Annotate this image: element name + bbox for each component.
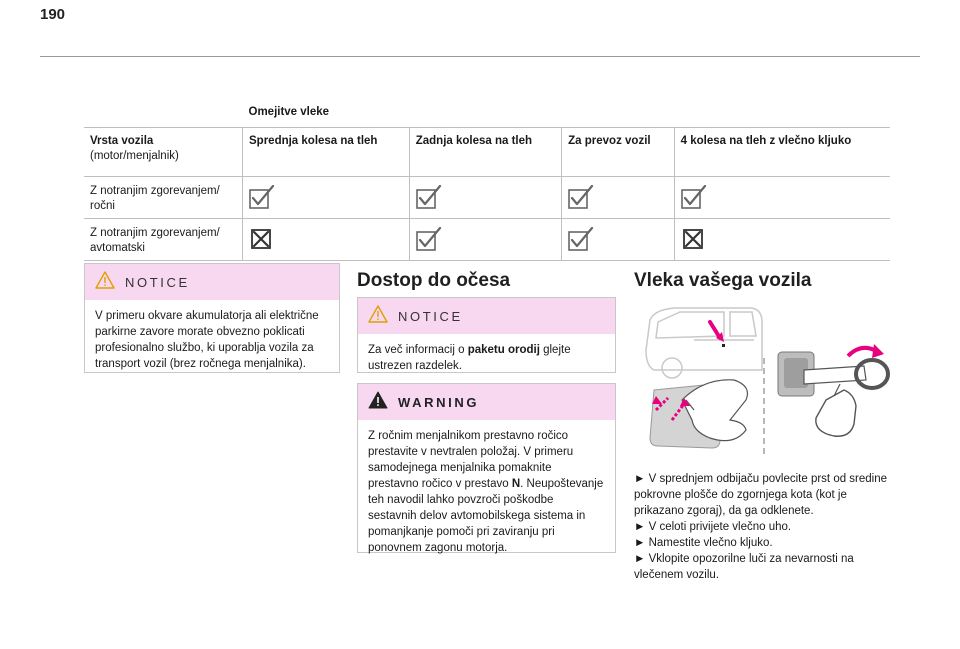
text-run: . Neupoštevanje teh navodil lahko povzroči poškodbe sestavnih delov avtomobilskega sistema in pomanjkanje pomoči pri zaviranju pri ponovnem zagonu motorja.	[368, 478, 604, 554]
hand-cover-illustration	[650, 380, 748, 448]
warning-outline-icon	[368, 305, 388, 328]
list-item: ► V sprednjem odbijaču povlecite prst od sredine pokrovne plošče do zgornjega kota (kot je prikazano zgoraj), da ga odklenete.	[634, 473, 888, 517]
text-run: Z ročnim menjalnikom prestavno ročico prestavite v nevtralen položaj. V primeru samodejnega menjalnika pomaknite prestavno ročico v prestavo	[368, 430, 574, 490]
table-row	[84, 177, 890, 219]
check-allowed-icon	[568, 227, 667, 251]
tow-eye-illustration	[778, 344, 888, 436]
notice-title: NOTICE	[125, 274, 190, 290]
warning-title: WARNING	[398, 394, 480, 410]
table-row	[84, 219, 890, 261]
cell-icon	[674, 219, 890, 261]
notice-text	[358, 334, 615, 382]
column-header-front-wheels: Sprednja kolesa na tleh	[243, 128, 410, 177]
warning-header	[358, 384, 615, 420]
check-allowed-icon	[681, 185, 884, 209]
check-allowed-icon	[416, 227, 555, 251]
header-rule	[40, 56, 920, 57]
table-corner	[84, 105, 243, 128]
list-item: ► V celoti privijete vlečno uho.	[634, 521, 792, 533]
towing-illustration	[634, 300, 890, 460]
text-run: Za več informacij o	[368, 344, 468, 356]
list-item: ► Namestite vlečno kljuko.	[634, 537, 773, 549]
notice-text: V primeru okvare akumulatorja ali električne parkirne zavore morate obvezno poklicati profesionalno službo, ki uporablja vozila za transport vozil (brez ročnega menjalnika).	[95, 310, 319, 370]
warning-filled-icon	[368, 391, 388, 414]
check-allowed-icon	[568, 185, 667, 209]
text-run-bold: paketu orodij	[467, 344, 540, 356]
cell-icon	[409, 177, 561, 219]
page-number: 190	[40, 6, 66, 23]
cell-icon	[674, 177, 890, 219]
vehicle-type-label: Vrsta vozila	[90, 135, 154, 147]
notice-header	[85, 264, 339, 300]
cross-forbidden-icon	[681, 227, 884, 251]
table-header-row	[84, 128, 890, 177]
towing-limits-table	[84, 105, 890, 261]
table-group-title: Omejitve vleke	[248, 106, 330, 118]
warning-text	[358, 420, 615, 564]
vehicle-type-sublabel: (motor/menjalnik)	[90, 150, 179, 162]
heading-eye-access: Dostop do očesa	[357, 270, 511, 291]
towing-steps	[634, 471, 892, 583]
column-header-transporter: Za prevoz vozil	[562, 128, 674, 177]
row-label: Z notranjim zgorevanjem/ ročni	[84, 177, 243, 219]
column-header-four-wheels: 4 kolesa na tleh z vlečno kljuko	[674, 128, 890, 177]
notice-title: NOTICE	[398, 308, 463, 324]
row-label: Z notranjim zgorevanjem/ avtomatski	[84, 219, 243, 261]
cell-icon	[562, 177, 674, 219]
vehicle-type-header	[84, 128, 243, 177]
text-run-bold: N	[511, 478, 521, 490]
check-allowed-icon	[249, 185, 403, 209]
van-front-illustration	[646, 308, 762, 378]
warning-box-gear	[357, 383, 616, 553]
cell-icon	[243, 177, 410, 219]
notice-box-tools	[357, 297, 616, 373]
heading-towing: Vleka vašega vozila	[634, 270, 812, 291]
notice-box-battery	[84, 263, 340, 373]
text-run: glejte ustrezen razdelek.	[368, 344, 571, 372]
cell-icon	[243, 219, 410, 261]
list-item: ► Vklopite opozorilne luči za nevarnosti na vlečenem vozilu.	[634, 553, 854, 581]
cell-icon	[409, 219, 561, 261]
notice-header	[358, 298, 615, 334]
cell-icon	[562, 219, 674, 261]
cross-forbidden-icon	[249, 227, 403, 251]
column-header-rear-wheels: Zadnja kolesa na tleh	[409, 128, 561, 177]
check-allowed-icon	[416, 185, 555, 209]
warning-outline-icon	[95, 271, 115, 294]
